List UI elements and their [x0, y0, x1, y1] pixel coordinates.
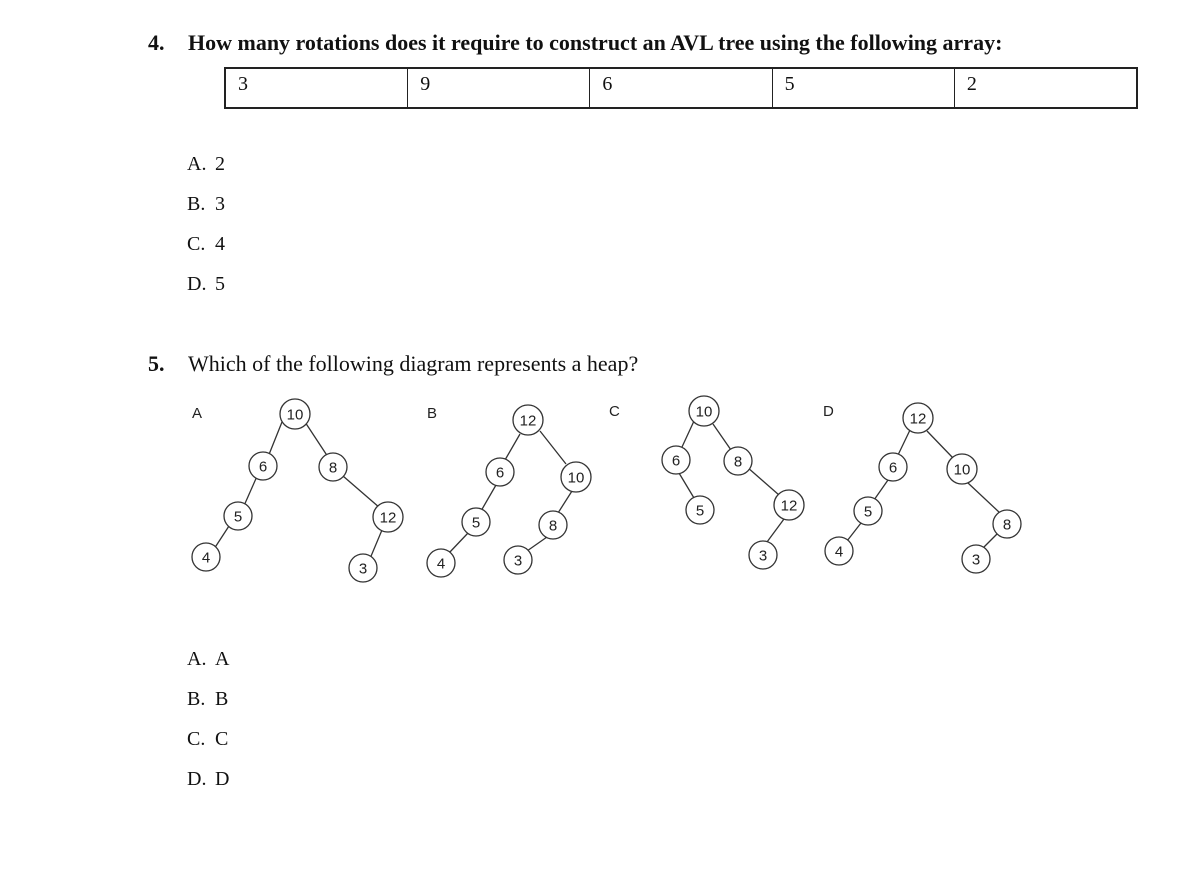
node-value: 3: [758, 547, 768, 565]
node-value: 3: [358, 560, 368, 578]
node-value: 8: [328, 459, 338, 477]
diagram-label: C: [609, 403, 620, 420]
question-4-number: 4.: [148, 30, 165, 55]
option-a[interactable]: [187, 645, 229, 685]
node-value: 12: [519, 412, 537, 430]
node-value: 6: [888, 459, 898, 477]
diagram-label: A: [192, 405, 203, 422]
diagram-d: [823, 403, 1021, 573]
option-b[interactable]: [187, 685, 229, 725]
tree-node: [749, 541, 777, 569]
tree-node: [724, 447, 752, 475]
option-value: 2: [215, 153, 225, 175]
option-value: D: [215, 768, 230, 790]
array-cell: 2: [966, 73, 977, 95]
heap-diagrams: [0, 390, 1183, 590]
array-table: [224, 67, 1138, 109]
option-d[interactable]: [187, 270, 225, 310]
option-letter: A.: [187, 648, 207, 670]
question-4-options: [187, 150, 225, 310]
option-letter: A.: [187, 153, 207, 175]
tree-node: [539, 511, 567, 539]
question-5-title: [148, 351, 638, 377]
node-value: 8: [733, 453, 743, 471]
tree-node: [462, 508, 490, 536]
tree-node: [993, 510, 1021, 538]
tree-node: [192, 543, 220, 571]
option-c[interactable]: [187, 725, 229, 765]
option-a[interactable]: [187, 150, 225, 190]
diagram-c: [609, 396, 804, 569]
diagram-label: B: [427, 405, 438, 422]
tree-node: [947, 454, 977, 484]
option-c[interactable]: [187, 230, 225, 270]
array-cell: 6: [590, 69, 772, 107]
tree-node: [903, 403, 933, 433]
tree-node: [879, 453, 907, 481]
node-value: 5: [863, 503, 873, 521]
node-value: 8: [1002, 516, 1012, 534]
option-value: 3: [215, 193, 225, 215]
tree-node: [689, 396, 719, 426]
tree-node: [280, 399, 310, 429]
tree-node: [774, 490, 804, 520]
question-5-options: [187, 645, 229, 805]
option-b[interactable]: [187, 190, 225, 230]
tree-node: [373, 502, 403, 532]
tree-node: [486, 458, 514, 486]
diagram-a: [192, 399, 403, 582]
node-value: 10: [953, 461, 971, 479]
option-value: 4: [215, 233, 225, 255]
tree-node: [249, 452, 277, 480]
node-value: 4: [834, 543, 844, 561]
option-letter: B.: [187, 688, 206, 710]
node-value: 3: [513, 552, 523, 570]
option-letter: D.: [187, 768, 207, 790]
node-value: 10: [567, 469, 585, 487]
tree-node: [427, 549, 455, 577]
tree-node: [854, 497, 882, 525]
question-5-number: 5.: [148, 351, 165, 376]
question-5-text: Which of the following diagram represents a heap?: [188, 351, 639, 376]
option-letter: C.: [187, 728, 206, 750]
tree-node: [686, 496, 714, 524]
option-d[interactable]: [187, 765, 229, 805]
option-value: 5: [215, 273, 225, 295]
tree-node: [561, 462, 591, 492]
option-value: A: [215, 648, 230, 670]
node-value: 12: [379, 509, 397, 527]
node-value: 8: [548, 517, 558, 535]
node-value: 12: [780, 497, 798, 515]
node-value: 6: [671, 452, 681, 470]
diagram-b: [427, 405, 591, 577]
node-value: 4: [201, 549, 211, 567]
tree-node: [224, 502, 252, 530]
array-cell: 9: [408, 69, 590, 107]
tree-node: [513, 405, 543, 435]
option-letter: C.: [187, 233, 206, 255]
array-cell: 3: [226, 69, 408, 107]
diagram-label: D: [823, 403, 834, 420]
node-value: 10: [286, 406, 304, 424]
node-value: 4: [436, 555, 446, 573]
tree-node: [319, 453, 347, 481]
node-value: 5: [233, 508, 243, 526]
tree-node: [504, 546, 532, 574]
option-letter: B.: [187, 193, 206, 215]
question-4-title: [148, 30, 1002, 56]
question-4-text: How many rotations does it require to construct an AVL tree using the following array:: [188, 30, 1003, 55]
tree-node: [825, 537, 853, 565]
array-cell: 5: [773, 69, 955, 107]
option-value: C: [215, 728, 229, 750]
node-value: 5: [471, 514, 481, 532]
option-value: B: [215, 688, 229, 710]
node-value: 6: [258, 458, 268, 476]
node-value: 6: [495, 464, 505, 482]
tree-node: [349, 554, 377, 582]
option-letter: D.: [187, 273, 207, 295]
node-value: 10: [695, 403, 713, 421]
node-value: 5: [695, 502, 705, 520]
node-value: 12: [909, 410, 927, 428]
node-value: 3: [971, 551, 981, 569]
tree-node: [962, 545, 990, 573]
tree-node: [662, 446, 690, 474]
